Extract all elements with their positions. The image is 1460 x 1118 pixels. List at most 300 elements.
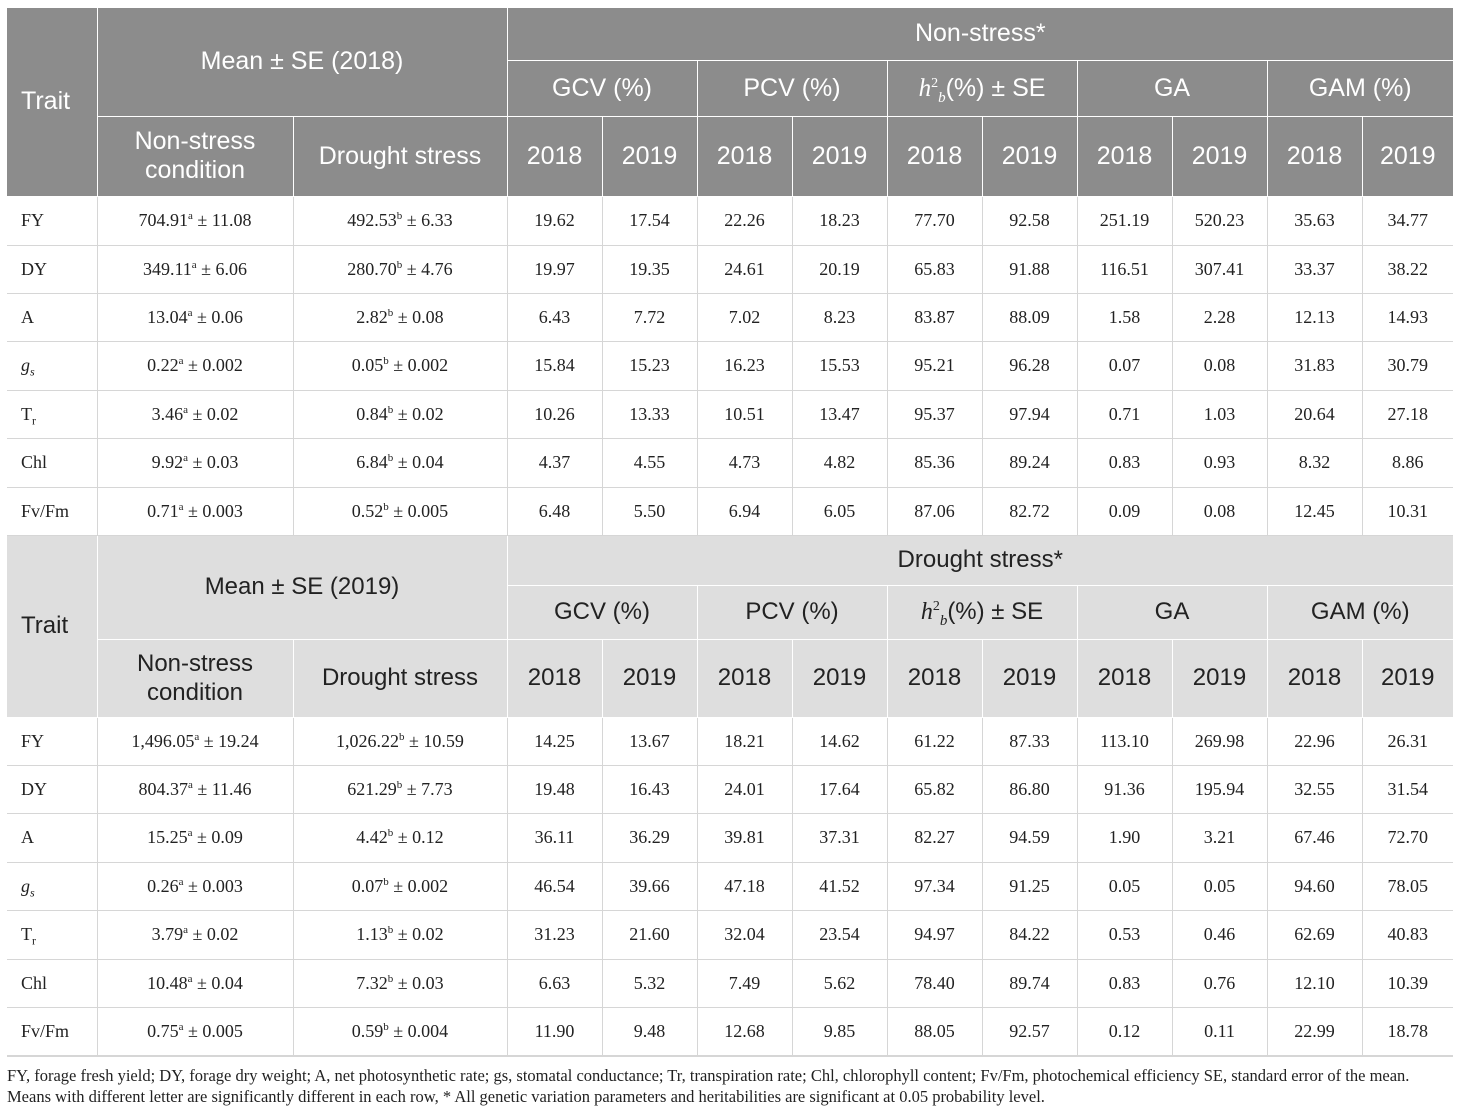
non-stress-mean-cell: [97, 1007, 293, 1055]
significance-letter: b: [399, 730, 405, 743]
value-cell: 65.82: [887, 765, 982, 813]
standard-error: ± 0.03: [188, 452, 239, 472]
significance-letter: a: [191, 258, 197, 271]
standard-error: ± 4.76: [402, 258, 453, 279]
value-cell: 19.48: [507, 765, 602, 813]
value-cell: 82.27: [887, 813, 982, 862]
value-cell: 19.97: [507, 245, 602, 293]
standard-error: ± 6.33: [402, 210, 453, 230]
trait-label: FY: [21, 210, 45, 230]
non-stress-mean-cell: [97, 717, 293, 765]
value-cell: 8.23: [792, 293, 887, 341]
value-cell: 5.50: [602, 487, 697, 535]
mean-value: 349.11: [142, 258, 192, 279]
value-cell: 251.19: [1077, 196, 1172, 245]
standard-error: ± 0.005: [388, 500, 449, 521]
year-header: 2018: [1077, 116, 1172, 196]
value-cell: 82.72: [982, 487, 1077, 535]
mean-value: 1.13: [356, 924, 388, 944]
value-cell: 39.81: [697, 813, 792, 862]
year-header: 2019: [792, 639, 887, 717]
non-stress-condition-header: Non-stress condition: [97, 639, 293, 717]
ga-header: GA: [1077, 585, 1267, 639]
trait-label: A: [21, 306, 34, 327]
trait-header: Trait: [7, 535, 97, 717]
trait-label: FY: [21, 730, 45, 751]
value-cell: 0.05: [1077, 862, 1172, 910]
standard-error: ± 0.004: [388, 1020, 449, 1041]
mean-value: 3.79: [151, 924, 184, 944]
table-row: [7, 293, 1453, 341]
significance-letter: b: [387, 403, 394, 416]
value-cell: 0.07: [1077, 341, 1172, 390]
mean-value: 0.22: [147, 355, 179, 375]
value-cell: 18.78: [1362, 1007, 1453, 1055]
drought-mean-cell: [293, 245, 507, 293]
mean-value: 6.84: [356, 452, 388, 472]
trait-cell: [7, 813, 97, 862]
mean-value: 0.84: [356, 403, 388, 424]
table-row: [7, 765, 1453, 813]
value-cell: 34.77: [1362, 196, 1453, 245]
value-cell: 14.93: [1362, 293, 1453, 341]
value-cell: 5.32: [602, 959, 697, 1007]
non-stress-mean-cell: [97, 196, 293, 245]
table-row: [7, 959, 1453, 1007]
ga-header: GA: [1077, 60, 1267, 116]
non-stress-mean-cell: [97, 959, 293, 1007]
value-cell: 19.35: [602, 245, 697, 293]
value-cell: 37.31: [792, 813, 887, 862]
table-row: [7, 910, 1453, 959]
value-cell: 15.84: [507, 341, 602, 390]
standard-error: ± 0.06: [192, 306, 243, 327]
drought-mean-cell: [293, 765, 507, 813]
drought-mean-cell: [293, 196, 507, 245]
value-cell: 1.90: [1077, 813, 1172, 862]
value-cell: 10.26: [507, 390, 602, 438]
value-cell: 10.39: [1362, 959, 1453, 1007]
standard-error: ± 0.08: [393, 306, 444, 327]
significance-letter: b: [396, 258, 403, 271]
trait-subscript: r: [32, 933, 36, 948]
value-cell: 0.05: [1172, 862, 1267, 910]
value-cell: 94.97: [887, 910, 982, 959]
value-cell: 67.46: [1267, 813, 1362, 862]
non-stress-mean-cell: [97, 487, 293, 535]
mean-value: 9.92: [151, 452, 184, 472]
trait-cell: [7, 959, 97, 1007]
standard-error: ± 7.73: [402, 778, 453, 799]
value-cell: 26.31: [1362, 717, 1453, 765]
non-stress-mean-cell: [97, 341, 293, 390]
table-row: [7, 862, 1453, 910]
trait-header: Trait: [7, 8, 97, 196]
trait-cell: [7, 487, 97, 535]
value-cell: 15.23: [602, 341, 697, 390]
trait-subscript: s: [30, 364, 35, 379]
value-cell: 113.10: [1077, 717, 1172, 765]
significance-letter: a: [187, 972, 193, 985]
standard-error: ± 0.02: [188, 403, 239, 424]
value-cell: 33.37: [1267, 245, 1362, 293]
trait-symbol: g: [21, 355, 30, 375]
value-cell: 0.93: [1172, 438, 1267, 487]
value-cell: 61.22: [887, 717, 982, 765]
gam-header: GAM (%): [1267, 60, 1453, 116]
significance-letter: b: [396, 210, 403, 222]
mean-value: 0.59: [351, 1020, 384, 1041]
standard-error: ± 6.06: [196, 258, 248, 279]
trait-label: Chl: [21, 972, 48, 993]
value-cell: 36.11: [507, 813, 602, 862]
year-header: 2018: [1267, 116, 1362, 196]
value-cell: 72.70: [1362, 813, 1453, 862]
value-cell: 6.94: [697, 487, 792, 535]
value-cell: 12.68: [697, 1007, 792, 1055]
standard-error: ± 11.46: [192, 778, 252, 799]
value-cell: 85.36: [887, 438, 982, 487]
value-cell: 0.53: [1077, 910, 1172, 959]
table-row: [7, 196, 1453, 245]
trait-cell: [7, 390, 97, 438]
year-header: 2019: [982, 116, 1077, 196]
significance-letter: a: [178, 500, 184, 513]
value-cell: 10.51: [697, 390, 792, 438]
year-header: 2018: [697, 116, 792, 196]
standard-error: ± 0.04: [192, 972, 243, 993]
gcv-header: GCV (%): [507, 60, 697, 116]
mean-value: 7.32: [356, 972, 388, 993]
value-cell: 0.46: [1172, 910, 1267, 959]
mean-value: 492.53: [347, 210, 397, 230]
standard-error: ± 0.02: [188, 924, 239, 944]
mean-value: 4.42: [356, 827, 388, 847]
drought-mean-cell: [293, 717, 507, 765]
table-row: [7, 717, 1453, 765]
value-cell: 13.33: [602, 390, 697, 438]
value-cell: 86.80: [982, 765, 1077, 813]
standard-error: ± 0.04: [393, 452, 444, 472]
value-cell: 88.09: [982, 293, 1077, 341]
value-cell: 1.03: [1172, 390, 1267, 438]
value-cell: 0.71: [1077, 390, 1172, 438]
value-cell: 89.74: [982, 959, 1077, 1007]
value-cell: 83.87: [887, 293, 982, 341]
non-stress-condition-header: Non-stress condition: [97, 116, 293, 196]
mean-value: 3.46: [151, 403, 184, 424]
heritability-header: [887, 585, 1077, 639]
year-header: 2018: [507, 639, 602, 717]
value-cell: 97.34: [887, 862, 982, 910]
significance-letter: b: [383, 500, 389, 513]
mean-value: 1,496.05: [131, 730, 195, 751]
heritability-table: [7, 8, 1453, 1056]
trait-symbol: T: [21, 924, 32, 944]
value-cell: 31.23: [507, 910, 602, 959]
value-cell: 31.54: [1362, 765, 1453, 813]
year-header: 2019: [982, 639, 1077, 717]
drought-mean-cell: [293, 862, 507, 910]
value-cell: 23.54: [792, 910, 887, 959]
gcv-header: GCV (%): [507, 585, 697, 639]
value-cell: 94.59: [982, 813, 1077, 862]
trait-cell: [7, 717, 97, 765]
year-header: 2019: [1362, 116, 1453, 196]
value-cell: 39.66: [602, 862, 697, 910]
standard-error: ± 0.02: [393, 924, 444, 944]
value-cell: 89.24: [982, 438, 1077, 487]
trait-symbol: g: [21, 875, 30, 896]
trait-cell: [7, 862, 97, 910]
non-stress-mean-cell: [97, 910, 293, 959]
value-cell: 7.72: [602, 293, 697, 341]
standard-error: ± 19.24: [199, 730, 259, 751]
mean-value: 804.37: [138, 778, 188, 799]
standard-error: ± 0.002: [388, 355, 449, 375]
value-cell: 6.63: [507, 959, 602, 1007]
gam-header: GAM (%): [1267, 585, 1453, 639]
value-cell: 0.83: [1077, 959, 1172, 1007]
value-cell: 520.23: [1172, 196, 1267, 245]
drought-mean-cell: [293, 438, 507, 487]
value-cell: 0.12: [1077, 1007, 1172, 1055]
value-cell: 2.28: [1172, 293, 1267, 341]
value-cell: 94.60: [1267, 862, 1362, 910]
significance-letter: b: [387, 924, 394, 936]
drought-stress-group-header: Drought stress*: [507, 535, 1453, 585]
trait-label: Chl: [21, 452, 48, 472]
value-cell: 32.04: [697, 910, 792, 959]
drought-stress-header: Drought stress: [293, 116, 507, 196]
h2b-symbol: $h^2_b$: [918, 74, 946, 106]
heritability-header: [887, 60, 1077, 116]
value-cell: 4.55: [602, 438, 697, 487]
value-cell: 20.19: [792, 245, 887, 293]
drought-mean-cell: [293, 813, 507, 862]
value-cell: 91.36: [1077, 765, 1172, 813]
trait-cell: [7, 438, 97, 487]
value-cell: 77.70: [887, 196, 982, 245]
non-stress-mean-cell: [97, 862, 293, 910]
significance-letter: b: [383, 355, 389, 367]
value-cell: 12.10: [1267, 959, 1362, 1007]
value-cell: 88.05: [887, 1007, 982, 1055]
value-cell: 22.99: [1267, 1007, 1362, 1055]
value-cell: 41.52: [792, 862, 887, 910]
significance-letter: b: [383, 875, 389, 888]
drought-stress-header: Drought stress: [293, 639, 507, 717]
significance-letter: a: [194, 730, 200, 743]
value-cell: 35.63: [1267, 196, 1362, 245]
non-stress-mean-cell: [97, 813, 293, 862]
value-cell: 91.25: [982, 862, 1077, 910]
significance-letter: a: [183, 452, 188, 464]
mean-value: 0.26: [147, 875, 179, 896]
value-cell: 87.33: [982, 717, 1077, 765]
mean-value: 1,026.22: [336, 730, 400, 751]
mean-value: 2.82: [356, 306, 388, 327]
value-cell: 18.21: [697, 717, 792, 765]
trait-cell: [7, 293, 97, 341]
year-header: 2019: [1172, 116, 1267, 196]
pcv-header: PCV (%): [697, 60, 887, 116]
trait-cell: [7, 245, 97, 293]
value-cell: 30.79: [1362, 341, 1453, 390]
standard-error: ± 0.02: [393, 403, 444, 424]
mean-value: 0.07: [351, 875, 384, 896]
value-cell: 13.67: [602, 717, 697, 765]
drought-mean-cell: [293, 910, 507, 959]
table-row: [7, 813, 1453, 862]
value-cell: 0.83: [1077, 438, 1172, 487]
table-row: [7, 390, 1453, 438]
trait-label: DY: [21, 778, 47, 799]
non-stress-group-header: Non-stress*: [507, 8, 1453, 60]
value-cell: 16.23: [697, 341, 792, 390]
value-cell: 97.94: [982, 390, 1077, 438]
table-row: [7, 438, 1453, 487]
year-header: 2018: [887, 639, 982, 717]
value-cell: 24.61: [697, 245, 792, 293]
heritability-suffix: (%) ± SE: [945, 73, 1046, 102]
value-cell: 11.90: [507, 1007, 602, 1055]
value-cell: 78.05: [1362, 862, 1453, 910]
significance-letter: a: [187, 210, 193, 222]
standard-error: ± 0.003: [183, 875, 243, 896]
value-cell: 27.18: [1362, 390, 1453, 438]
year-header: 2019: [602, 639, 697, 717]
value-cell: 3.21: [1172, 813, 1267, 862]
trait-cell: [7, 910, 97, 959]
value-cell: 18.23: [792, 196, 887, 245]
drought-mean-cell: [293, 1007, 507, 1055]
significance-letter: a: [178, 355, 184, 367]
trait-label: DY: [21, 258, 47, 279]
value-cell: 8.32: [1267, 438, 1362, 487]
non-stress-mean-cell: [97, 245, 293, 293]
value-cell: 6.43: [507, 293, 602, 341]
value-cell: 92.58: [982, 196, 1077, 245]
year-header: 2018: [1077, 639, 1172, 717]
trait-cell: [7, 341, 97, 390]
value-cell: 0.09: [1077, 487, 1172, 535]
value-cell: 1.58: [1077, 293, 1172, 341]
value-cell: 87.06: [887, 487, 982, 535]
standard-error: ± 0.005: [183, 1020, 243, 1041]
value-cell: 195.94: [1172, 765, 1267, 813]
trait-cell: [7, 1007, 97, 1055]
table-row: [7, 487, 1453, 535]
value-cell: 20.64: [1267, 390, 1362, 438]
value-cell: 7.49: [697, 959, 792, 1007]
non-stress-mean-cell: [97, 390, 293, 438]
value-cell: 78.40: [887, 959, 982, 1007]
significance-letter: b: [396, 778, 403, 791]
drought-mean-cell: [293, 487, 507, 535]
table-row: [7, 341, 1453, 390]
heritability-suffix: (%) ± SE: [947, 598, 1044, 625]
significance-letter: b: [383, 1020, 389, 1033]
value-cell: 65.83: [887, 245, 982, 293]
drought-mean-cell: [293, 293, 507, 341]
value-cell: 24.01: [697, 765, 792, 813]
trait-cell: [7, 196, 97, 245]
value-cell: 19.62: [507, 196, 602, 245]
value-cell: 96.28: [982, 341, 1077, 390]
value-cell: 0.11: [1172, 1007, 1267, 1055]
drought-mean-cell: [293, 341, 507, 390]
significance-letter: b: [387, 306, 394, 319]
significance-letter: a: [183, 924, 188, 936]
non-stress-mean-cell: [97, 293, 293, 341]
significance-letter: b: [387, 972, 394, 985]
mean-2019-header: Mean ± SE (2019): [97, 535, 507, 639]
value-cell: 7.02: [697, 293, 792, 341]
trait-subscript: r: [32, 413, 36, 428]
value-cell: 32.55: [1267, 765, 1362, 813]
value-cell: 14.62: [792, 717, 887, 765]
table-row: [7, 245, 1453, 293]
value-cell: 38.22: [1362, 245, 1453, 293]
trait-subscript: s: [30, 885, 35, 900]
h2b-symbol: $h^2_b$: [920, 599, 948, 629]
significance-letter: b: [387, 452, 394, 464]
value-cell: 62.69: [1267, 910, 1362, 959]
value-cell: 12.13: [1267, 293, 1362, 341]
value-cell: 17.54: [602, 196, 697, 245]
standard-error: ± 0.002: [183, 355, 243, 375]
value-cell: 0.08: [1172, 341, 1267, 390]
significance-letter: a: [187, 778, 193, 791]
standard-error: ± 11.08: [192, 210, 252, 230]
year-header: 2018: [507, 116, 602, 196]
standard-error: ± 0.12: [393, 827, 444, 847]
trait-label: Fv/Fm: [21, 1020, 70, 1041]
value-cell: 36.29: [602, 813, 697, 862]
mean-value: 0.05: [351, 355, 384, 375]
non-stress-mean-cell: [97, 438, 293, 487]
trait-label: Fv/Fm: [21, 500, 70, 521]
significance-letter: a: [183, 403, 188, 416]
mean-value: 0.71: [147, 500, 179, 521]
pcv-header: PCV (%): [697, 585, 887, 639]
standard-error: ± 0.003: [183, 500, 243, 521]
standard-error: ± 0.03: [393, 972, 444, 993]
year-header: 2019: [602, 116, 697, 196]
value-cell: 4.82: [792, 438, 887, 487]
value-cell: 8.86: [1362, 438, 1453, 487]
trait-label: A: [21, 827, 34, 847]
page: [7, 8, 1453, 1107]
standard-error: ± 0.09: [192, 827, 243, 847]
value-cell: 307.41: [1172, 245, 1267, 293]
value-cell: 40.83: [1362, 910, 1453, 959]
value-cell: 269.98: [1172, 717, 1267, 765]
mean-value: 280.70: [347, 258, 397, 279]
value-cell: 5.62: [792, 959, 887, 1007]
significance-letter: a: [178, 1020, 184, 1033]
significance-letter: a: [187, 827, 193, 839]
mean-value: 15.25: [147, 827, 188, 847]
drought-mean-cell: [293, 959, 507, 1007]
value-cell: 14.25: [507, 717, 602, 765]
value-cell: 95.37: [887, 390, 982, 438]
table-row: [7, 1007, 1453, 1055]
value-cell: 46.54: [507, 862, 602, 910]
significance-letter: a: [187, 306, 193, 319]
year-header: 2018: [887, 116, 982, 196]
